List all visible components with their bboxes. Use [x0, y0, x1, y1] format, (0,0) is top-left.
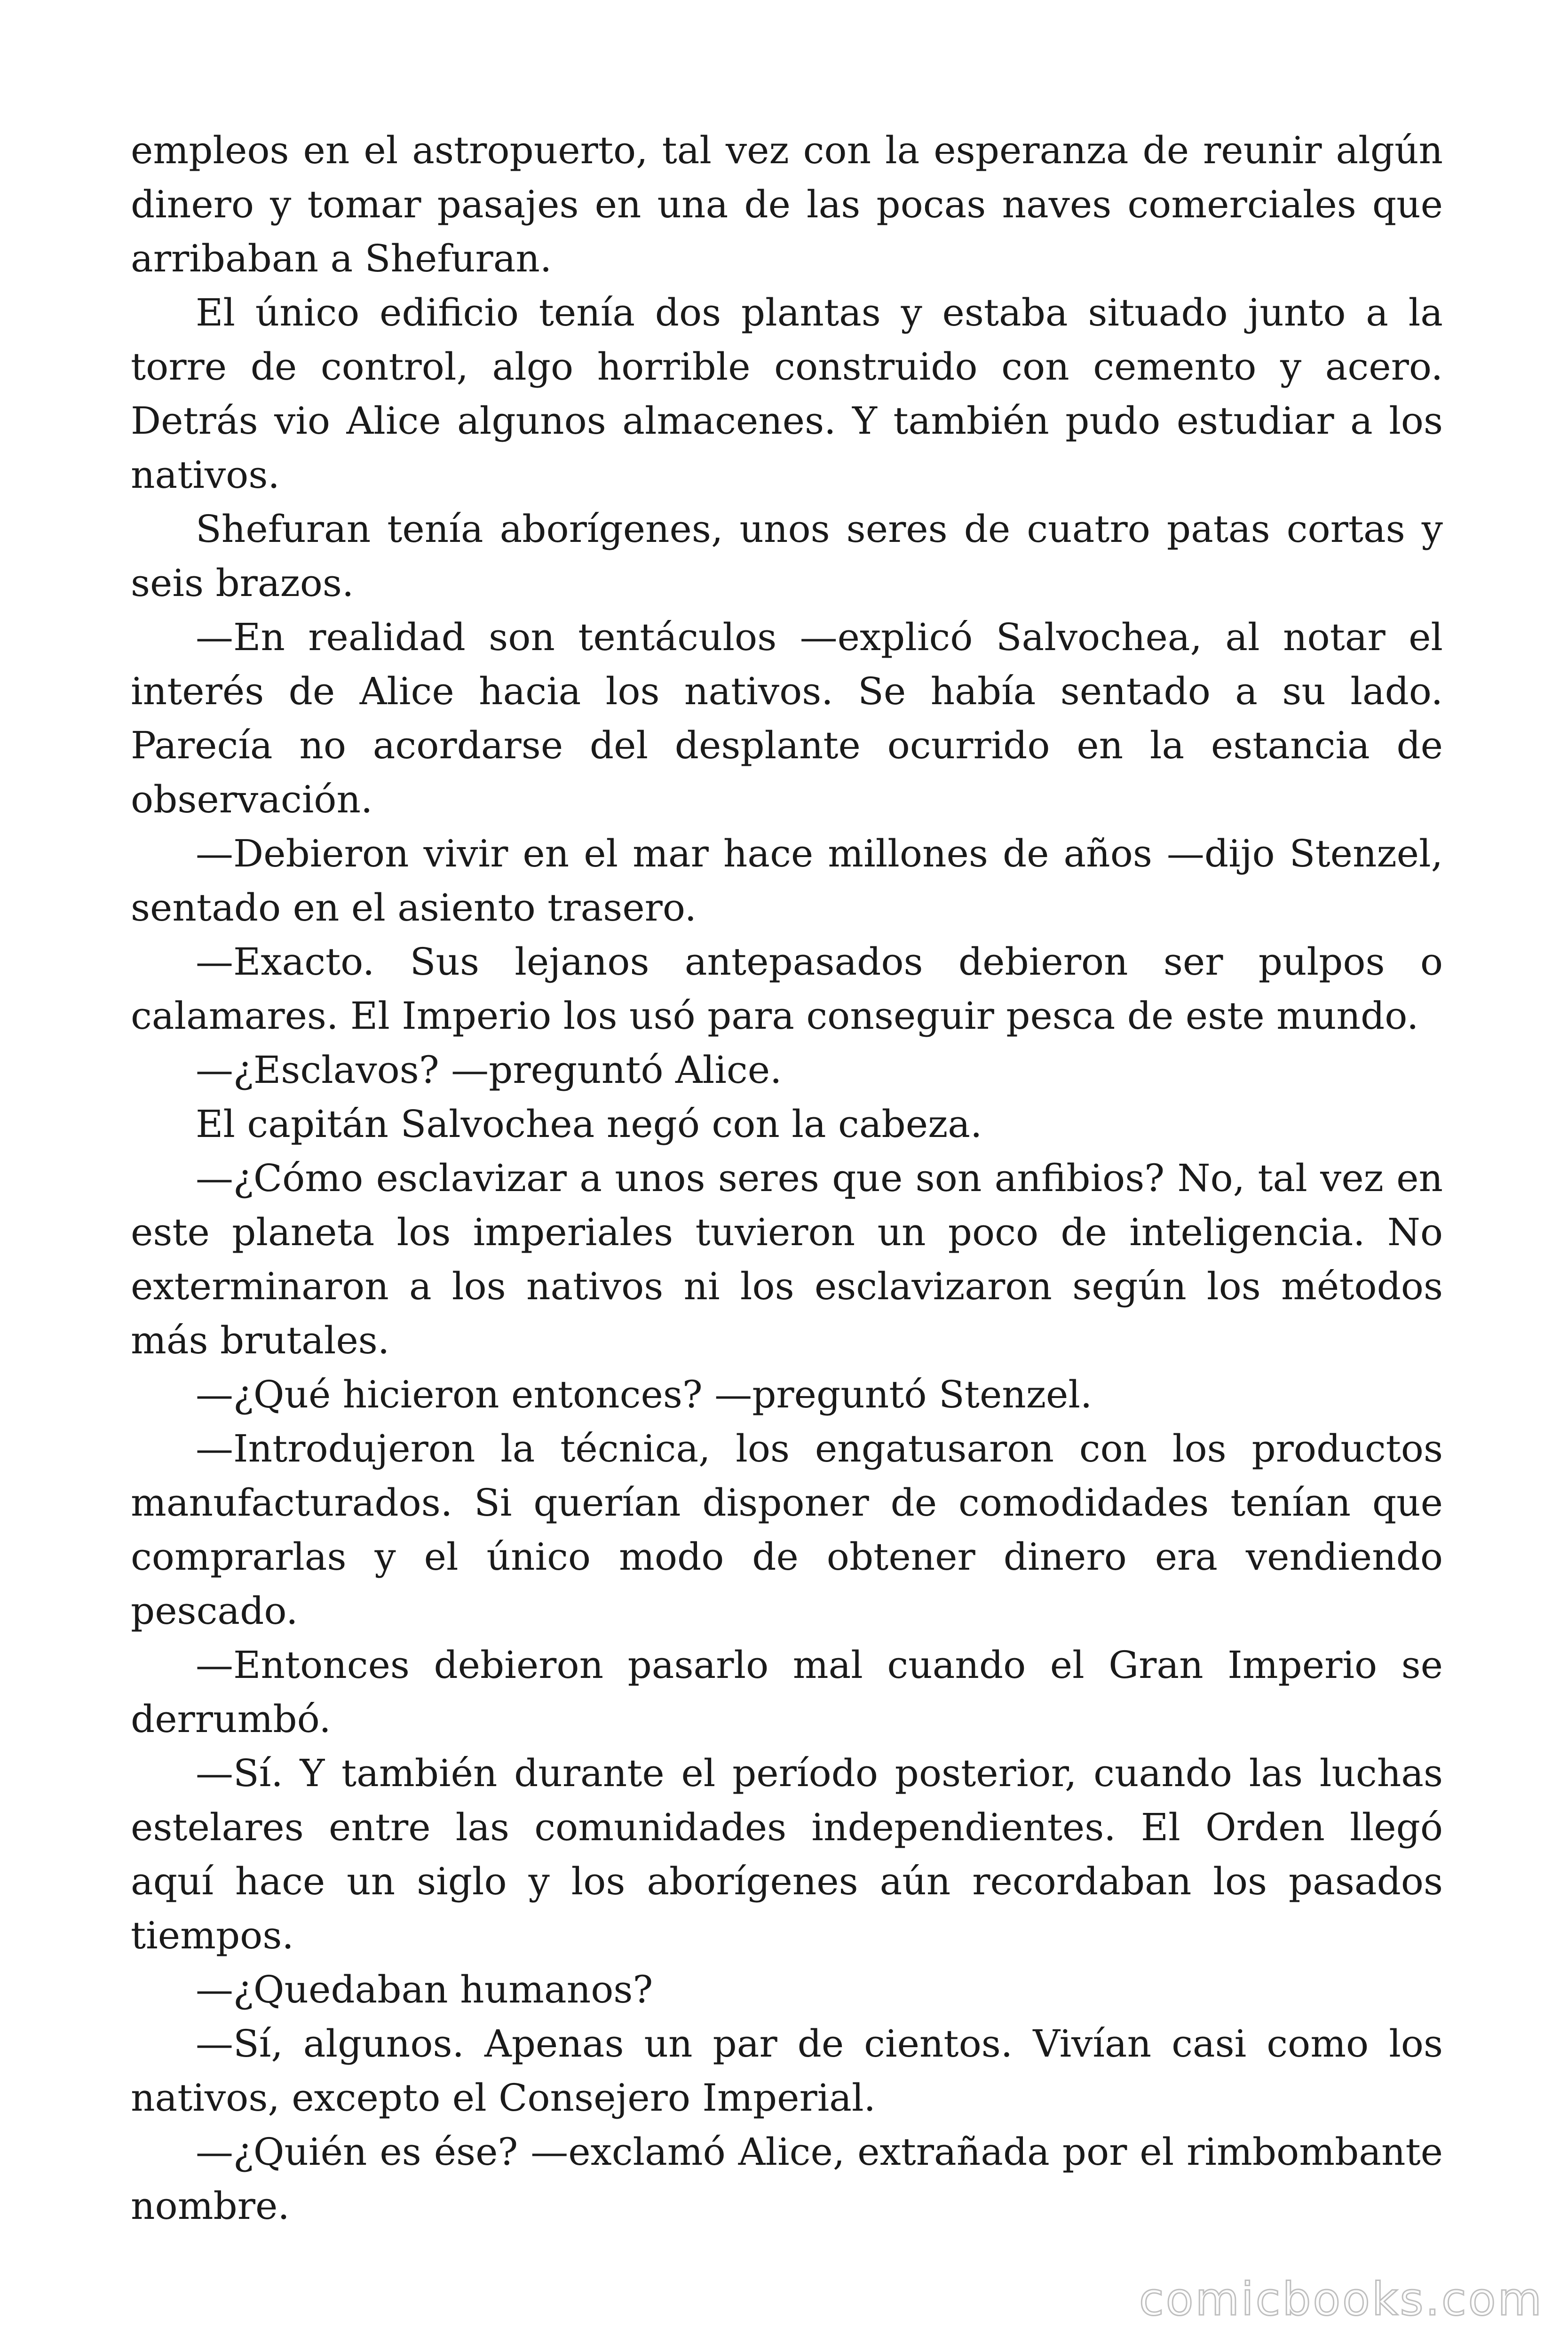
- paragraph-7: —¿Esclavos? —preguntó Alice.: [196, 1048, 782, 1092]
- paragraph-9: —¿Cómo esclavizar a unos seres que son anfibios? No, tal vez en este planeta los imperiales tuvieron un poco de inteligencia. No exterminaron a los nativos ni los esclavizaron según los métodos más brutales.: [131, 1156, 1443, 1362]
- paragraph-15: —Sí, algunos. Apenas un par de cientos. Vivían casi como los nativos, excepto el Consejero Imperial.: [131, 2022, 1443, 2120]
- paragraph-4: —En realidad son tentáculos —explicó Salvochea, al notar el interés de Alice hacia los nativos. Se había sentado a su lado. Parecía no acordarse del desplante ocurrido en la estancia de observación.: [131, 615, 1443, 821]
- paragraph-1: empleos en el astropuerto, tal vez con la esperanza de reunir algún dinero y tomar pasajes en una de las pocas naves comerciales que arribaban a Shefuran.: [131, 128, 1443, 280]
- paragraph-3: Shefuran tenía aborígenes, unos seres de cuatro patas cortas y seis brazos.: [131, 507, 1443, 605]
- paragraph-10: —¿Qué hicieron entonces? —preguntó Stenzel.: [196, 1373, 1093, 1416]
- page-body-text: [131, 123, 1443, 2233]
- paragraph-5: —Debieron vivir en el mar hace millones de años —dijo Stenzel, sentado en el asiento trasero.: [131, 832, 1443, 930]
- paragraph-16: —¿Quién es ése? —exclamó Alice, extrañada por el rimbombante nombre.: [131, 2130, 1443, 2228]
- paragraph-2: El único edificio tenía dos plantas y estaba situado junto a la torre de control, algo horrible construido con cemento y acero. Detrás vio Alice algunos almacenes. Y también pudo estudiar a los nativos.: [131, 291, 1443, 497]
- paragraph-6: —Exacto. Sus lejanos antepasados debieron ser pulpos o calamares. El Imperio los usó para conseguir pesca de este mundo.: [131, 940, 1443, 1038]
- paragraph-13: —Sí. Y también durante el período posterior, cuando las luchas estelares entre las comunidades independientes. El Orden llegó aquí hace un siglo y los aborígenes aún recordaban los pasados tiempos.: [131, 1751, 1443, 1957]
- paragraph-8: El capitán Salvochea negó con la cabeza.: [196, 1102, 982, 1146]
- watermark-text: comicbooks.com: [1139, 2273, 1544, 2326]
- paragraph-14: —¿Quedaban humanos?: [196, 1968, 653, 2011]
- paragraph-12: —Entonces debieron pasarlo mal cuando el Gran Imperio se derrumbó.: [131, 1643, 1443, 1741]
- paragraph-11: —Introdujeron la técnica, los engatusaron con los productos manufacturados. Si querían disponer de comodidades tenían que comprarlas y el único modo de obtener dinero era vendiendo pescado.: [131, 1427, 1443, 1633]
